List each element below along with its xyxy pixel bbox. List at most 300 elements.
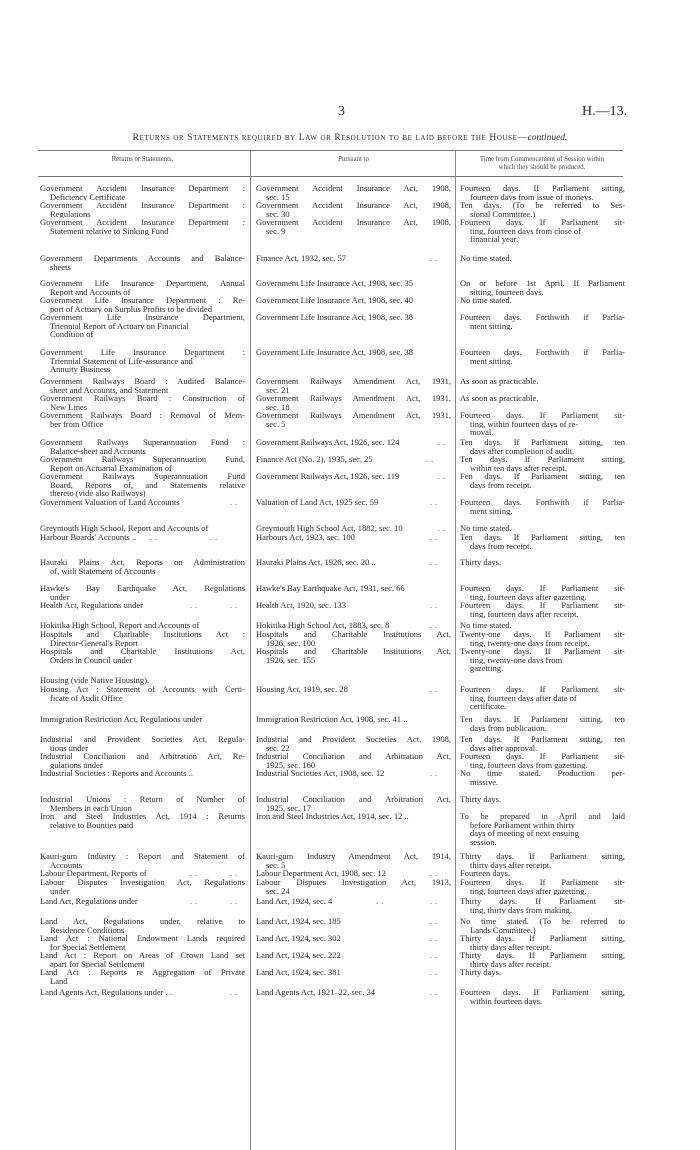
cell-line: No time stated.	[460, 621, 512, 630]
cell-line: Hospitals and Charitable Institutions Act :	[40, 630, 245, 639]
returns-cell	[40, 951, 245, 968]
time-cell	[460, 630, 625, 647]
leader-dots: ..	[190, 896, 201, 906]
returns-cell	[40, 348, 245, 374]
leader-dots: ..	[430, 933, 441, 943]
pursuant-cell	[256, 279, 451, 288]
cell-line: sec. 5	[266, 860, 286, 869]
cell-line: Government Railways Board : Audited Balance-	[40, 377, 245, 386]
cell-line: ment sitting.	[470, 321, 513, 330]
pursuant-cell	[256, 869, 451, 878]
cell-line: 1926, sec. 155	[266, 655, 316, 664]
cell-line: Land Act : Report on Areas of Crown Land set	[40, 951, 245, 960]
cell-line: Fourteen days. If Parliament sit-	[460, 218, 625, 227]
leader-dots: ..	[438, 437, 449, 447]
cell-line: sec. 24	[266, 886, 290, 895]
cell-line: ting, fourteen days after date of	[470, 693, 577, 702]
cell-line: Fourteen days. Forthwith if Parlia-	[460, 348, 625, 357]
cell-line: Hauraki Plains Act, Reports on Administration	[40, 558, 245, 567]
column-header-time-line: which they should be produced.	[498, 164, 586, 171]
cell-line: Kauri-gum Industry Amendment Act, 1914,	[256, 852, 451, 861]
cell-line: Members in each Union	[50, 803, 132, 812]
time-cell	[460, 769, 625, 786]
cell-line: ficate of Audit Office	[50, 693, 123, 702]
returns-cell	[40, 934, 245, 951]
cell-line: No time stated. Production per-	[460, 769, 625, 778]
cell-line: No time stated.	[460, 296, 512, 305]
cell-line: Condition of	[50, 330, 94, 339]
leader-dots: ..	[430, 896, 441, 906]
cell-line: Industrial Unions : Return of Number of	[40, 795, 245, 804]
cell-line: Harbour Boards' Accounts ..	[40, 533, 137, 542]
cell-line: sec. 15	[266, 192, 290, 201]
cell-line: Ten days. If Parliament sitting,	[460, 455, 625, 464]
time-cell	[460, 533, 625, 550]
pursuant-cell	[256, 715, 451, 724]
cell-line: within fourteen days.	[470, 996, 542, 1005]
cell-line: Finance Act (No. 2), 1935, sec. 25	[256, 455, 373, 464]
time-cell	[460, 279, 625, 296]
cell-line: Land Act, 1924, sec. 185	[256, 917, 341, 926]
cell-line: Government Accident Insurance Act, 1908,	[256, 201, 451, 210]
cell-line: Government Valuation of Land Accounts	[40, 498, 180, 507]
returns-cell	[40, 735, 245, 752]
leader-dots: ..	[430, 868, 441, 878]
cell-line: Fourteen days. If Parliament sit-	[460, 601, 625, 610]
cell-line: Industrial Conciliation and Arbitration Act,	[256, 795, 451, 804]
time-cell	[460, 184, 625, 201]
pursuant-cell	[256, 685, 451, 694]
pursuant-cell	[256, 647, 451, 664]
title-continued: continued.	[527, 133, 568, 143]
cell-line: sitting, fourteen days.	[470, 287, 544, 296]
time-cell	[460, 735, 625, 752]
leader-dots: ..	[438, 523, 449, 533]
leader-dots: ..	[430, 684, 441, 694]
returns-cell	[40, 812, 245, 829]
time-cell	[460, 524, 625, 533]
cell-line: thirty days after receipt.	[470, 860, 552, 869]
cell-line: tions under	[50, 743, 89, 752]
returns-cell	[40, 218, 245, 235]
pursuant-cell	[256, 917, 451, 926]
leader-dots: ..	[230, 987, 241, 997]
leader-dots: ..	[230, 497, 241, 507]
leader-dots: ..	[190, 600, 201, 610]
cell-line: As soon as practicable.	[460, 394, 539, 403]
time-cell	[460, 498, 625, 515]
returns-cell	[40, 498, 245, 507]
cell-line: ting, twenty-one days from receipt.	[470, 638, 590, 647]
cell-line: Government Railways Amendment Act, 1931,	[256, 411, 451, 420]
time-cell	[460, 934, 625, 951]
cell-line: 1925, sec. 17	[266, 803, 311, 812]
pursuant-cell	[256, 296, 451, 305]
returns-cell	[40, 685, 245, 702]
cell-line: Government Life Insurance Act, 1908, sec. 35	[256, 279, 413, 288]
cell-line: Annuity Business	[50, 365, 111, 374]
returns-cell	[40, 558, 245, 575]
cell-line: Twenty-one days. If Parliament sit-	[460, 630, 625, 639]
pursuant-cell	[256, 630, 451, 647]
cell-line: apart for Special Settlement	[50, 959, 145, 968]
cell-line: Hokitika High School, Report and Accounts of	[40, 621, 200, 630]
cell-line: missive.	[470, 777, 499, 786]
leader-dots: ..	[190, 868, 201, 878]
returns-cell	[40, 411, 245, 428]
cell-line: Government Railways Board : Construction of	[40, 394, 245, 403]
returns-cell	[40, 715, 245, 724]
cell-line: ting, fourteen days from gazetting.	[470, 760, 588, 769]
cell-line: ber from Office	[50, 419, 104, 428]
cell-line: sheets	[50, 262, 71, 271]
leader-dots: ..	[230, 600, 241, 610]
cell-line: Hospitals and Charitable Institutions Act,	[256, 630, 451, 639]
returns-cell	[40, 988, 245, 997]
returns-cell	[40, 878, 245, 895]
time-cell	[460, 878, 625, 895]
cell-line: before Parliament within thirty	[470, 820, 576, 829]
cell-line: Land Act, 1924, sec. 302	[256, 934, 341, 943]
time-cell	[460, 313, 625, 330]
pursuant-cell	[256, 558, 451, 567]
cell-line: Government Railways Superannuation Fund,	[40, 455, 245, 464]
pursuant-cell	[256, 735, 451, 752]
cell-line: Triennial Report of Actuary on Financial	[50, 321, 189, 330]
returns-cell	[40, 647, 245, 664]
cell-line: Hospitals and Charitable Institutions Act,	[256, 647, 451, 656]
cell-line: Fourteen days. If Parliament sitting,	[460, 184, 625, 193]
leader-dots: ..	[430, 950, 441, 960]
cell-line: financial year.	[470, 235, 519, 244]
cell-line: As soon as practicable.	[460, 377, 539, 386]
pursuant-cell	[256, 394, 451, 411]
table-top-rule	[38, 150, 623, 151]
cell-line: Government Railways Superannuation Fund :	[40, 438, 245, 447]
pursuant-cell	[256, 795, 451, 812]
cell-line: gazetting.	[470, 664, 504, 673]
leader-dots: ..	[210, 532, 221, 542]
page-title	[0, 133, 700, 143]
cell-line: relative to Bounties paid	[50, 820, 134, 829]
cell-line: of, with Statement of Accounts	[50, 566, 156, 575]
cell-line: Thirty days. If Parliament sitting,	[460, 934, 625, 943]
leader-dots: ..	[150, 532, 161, 542]
leader-dots: ..	[438, 471, 449, 481]
cell-line: thereto (vide also Railways)	[50, 489, 146, 498]
cell-line: moval.	[470, 428, 494, 437]
cell-line: Land Act : National Endowment Lands required	[40, 934, 245, 943]
cell-line: Housing Act : Statement of Accounts with Certi-	[40, 685, 245, 694]
time-cell	[460, 897, 625, 914]
returns-cell	[40, 621, 245, 630]
cell-line: Immigration Restriction Act, Regulations under	[40, 715, 203, 724]
cell-line: Land Act, Regulations under	[40, 897, 138, 906]
cell-line: Government Life Insurance Department :	[40, 348, 245, 357]
leader-dots: ..	[430, 967, 441, 977]
cell-line: Government Life Insurance Department : Re-	[40, 296, 245, 305]
cell-line: Harbours Act, 1923, sec. 100	[256, 533, 355, 542]
leader-dots: ..	[230, 896, 241, 906]
column-divider-1	[250, 150, 251, 1150]
returns-cell	[40, 769, 245, 778]
cell-line: Immigration Restriction Act, 1908, sec. 41 ..	[256, 715, 408, 724]
cell-line: Hawke's Bay Earthquake Act, Regulations	[40, 584, 245, 593]
cell-line: sheet and Accounts, and Statement	[50, 385, 169, 394]
time-cell	[460, 472, 625, 489]
document-reference: H.—13.	[582, 104, 628, 119]
cell-line: session.	[470, 837, 497, 846]
cell-line: under	[50, 592, 70, 601]
column-header-time	[458, 156, 626, 172]
cell-line: Deficiency Certificate	[50, 192, 126, 201]
cell-line: sec. 5	[266, 419, 286, 428]
cell-line: ment sitting.	[470, 506, 513, 515]
cell-line: Fourteen days. If Parliament sit-	[460, 584, 625, 593]
cell-line: Labour Department Act, 1908, sec. 12	[256, 869, 386, 878]
column-header-time-line: Time from Commencement of Session within	[479, 156, 605, 163]
leader-dots: ..	[430, 253, 441, 263]
time-cell	[460, 795, 625, 804]
cell-line: Government Accident Insurance Act, 1908,	[256, 218, 451, 227]
header-bottom-rule	[38, 176, 623, 177]
cell-line: No time stated.	[460, 524, 512, 533]
cell-line: certificate.	[470, 702, 507, 711]
returns-cell	[40, 184, 245, 201]
cell-line: Government Railways Amendment Act, 1931,	[256, 377, 451, 386]
cell-line: Land Act, 1924, sec. 222	[256, 951, 341, 960]
cell-line: Twenty-one days. If Parliament sit-	[460, 647, 625, 656]
title-main: Returns or Statements required by Law or Resolution to be laid before the House—	[132, 133, 528, 143]
returns-cell	[40, 313, 245, 339]
cell-line: days from receipt.	[470, 541, 532, 550]
time-cell	[460, 685, 625, 711]
cell-line: Greymouth High School, Report and Accounts of	[40, 524, 209, 533]
cell-line: sional Committee.)	[470, 209, 536, 218]
cell-line: within ten days after receipt.	[470, 463, 568, 472]
cell-line: Report on Actuarial Examination of	[50, 463, 172, 472]
cell-line: Thirty days.	[460, 795, 502, 804]
pursuant-cell	[256, 769, 451, 778]
returns-cell	[40, 455, 245, 472]
cell-line: Government Life Insurance Act, 1908, sec. 38	[256, 313, 413, 322]
cell-line: Land Agents Act, 1921–22, sec. 34	[256, 988, 375, 997]
cell-line: Hokitika High School Act, 1883, sec. 8	[256, 621, 390, 630]
cell-line: ting, thirty days from making.	[470, 905, 572, 914]
cell-line: Statement relative to Sinking Fund	[50, 226, 169, 235]
time-cell	[460, 218, 625, 244]
time-cell	[460, 394, 625, 403]
returns-cell	[40, 752, 245, 769]
cell-line: Director-General's Report	[50, 638, 138, 647]
column-header-pursuant: Pursuant to	[338, 156, 369, 163]
cell-line: Government Life Insurance Act, 1908, sec. 40	[256, 296, 413, 305]
returns-cell	[40, 795, 245, 812]
cell-line: ting, fourteen days after receipt.	[470, 609, 579, 618]
cell-line: Board, Reports of, and Statements relative	[50, 480, 245, 489]
leader-dots: ..	[430, 768, 441, 778]
cell-line: sec. 22	[266, 743, 290, 752]
cell-line: days of meeting of next ensuing	[470, 829, 579, 838]
cell-line: sec. 9	[266, 226, 286, 235]
cell-line: Ten days. If Parliament sitting, ten	[460, 438, 625, 447]
time-cell	[460, 296, 625, 305]
cell-line: Greymouth High School Act, 1882, sec. 10	[256, 524, 403, 533]
returns-cell	[40, 852, 245, 869]
cell-line: ting, fourteen days from close of	[470, 226, 581, 235]
cell-line: Fourteen days.	[460, 869, 511, 878]
returns-cell	[40, 201, 245, 218]
cell-line: Industrial and Provident Societies Act, 1908,	[256, 735, 451, 744]
cell-line: Government Railways Act, 1926, sec. 119	[256, 472, 400, 481]
cell-line: Government Accident Insurance Department :	[40, 184, 245, 193]
cell-line: ting, twenty-one days from	[470, 655, 563, 664]
cell-line: Land Act : Reports re Aggregation of Private	[40, 968, 245, 977]
leader-dots: ..	[430, 497, 441, 507]
cell-line: 1926, sec. 100	[266, 638, 316, 647]
leader-dots: ..	[430, 532, 441, 542]
time-cell	[460, 917, 625, 934]
pursuant-cell	[256, 218, 451, 235]
cell-line: sec. 18	[266, 402, 290, 411]
cell-line: Triennial Statement of Life-assurance and	[50, 356, 193, 365]
cell-line: Government Departments Accounts and Balance-	[40, 254, 245, 263]
cell-line: Government Life Insurance Act, 1908, sec. 38	[256, 348, 413, 357]
time-cell	[460, 254, 625, 263]
time-cell	[460, 411, 625, 437]
cell-line: Health Act, 1920, sec. 133	[256, 601, 346, 610]
time-cell	[460, 348, 625, 365]
cell-line: Ten days. If Parliament sitting, ten	[460, 533, 625, 542]
time-cell	[460, 715, 625, 732]
pursuant-cell	[256, 621, 451, 630]
cell-line: Thirty days.	[460, 968, 502, 977]
cell-line: Thirty days.	[460, 558, 502, 567]
cell-line: Government Railways Act, 1926, sec. 124	[256, 438, 400, 447]
cell-line: Thirty days. If Parliament sit-	[460, 897, 625, 906]
cell-line: Accounts	[50, 860, 83, 869]
pursuant-cell	[256, 812, 451, 821]
pursuant-cell	[256, 852, 451, 869]
cell-line: Lands Committee.)	[470, 925, 536, 934]
cell-line: Fourteen days. If Parliament sit-	[460, 752, 625, 761]
pursuant-cell	[256, 951, 451, 960]
cell-line: Valuation of Land Act, 1925 sec. 59	[256, 498, 379, 507]
pursuant-cell	[256, 254, 451, 263]
cell-line: days after approval.	[470, 743, 538, 752]
time-cell	[460, 752, 625, 769]
time-cell	[460, 988, 625, 1005]
cell-line: Housing Act, 1919, sec. 28	[256, 685, 348, 694]
pursuant-cell	[256, 201, 451, 218]
cell-line: Finance Act, 1932, sec. 57	[256, 254, 346, 263]
time-cell	[460, 869, 625, 878]
pursuant-cell	[256, 878, 451, 895]
pursuant-cell	[256, 968, 451, 977]
cell-line: Hospitals and Charitable Institutions Act,	[40, 647, 245, 656]
returns-cell	[40, 279, 245, 296]
pursuant-cell	[256, 524, 451, 533]
cell-line: thirty days after receipt.	[470, 942, 552, 951]
cell-line: Fourteen days. If Parliament sit-	[460, 411, 625, 420]
cell-line: days after completion of audit.	[470, 446, 575, 455]
cell-line: Thirty days. If Parliament sitting,	[460, 852, 625, 861]
cell-line: Industrial Conciliation and Arbitration Act,	[256, 752, 451, 761]
cell-line: 1925, sec. 160	[266, 760, 316, 769]
leader-dots: ..	[376, 896, 387, 906]
time-cell	[460, 201, 625, 218]
cell-line: Ten days. If Parliament sitting, ten	[460, 735, 625, 744]
pursuant-cell	[256, 584, 451, 593]
cell-line: On or before 1st April. If Parliament	[460, 279, 625, 288]
pursuant-cell	[256, 411, 451, 428]
pursuant-cell	[256, 601, 451, 610]
cell-line: under	[50, 886, 70, 895]
returns-cell	[40, 869, 245, 878]
page-number: 3	[338, 104, 345, 119]
leader-dots: ..	[426, 454, 437, 464]
pursuant-cell	[256, 313, 451, 322]
cell-line: Thirty days. If Parliament sitting,	[460, 951, 625, 960]
cell-line: Fourteen days. Forthwith if Parlia-	[460, 313, 625, 322]
pursuant-cell	[256, 472, 451, 481]
cell-line: Orders in Council under	[50, 655, 133, 664]
cell-line: Fourteen days. If Parliament sitting,	[460, 988, 625, 997]
returns-cell	[40, 601, 245, 610]
leader-dots: ..	[430, 987, 441, 997]
column-divider-2	[455, 150, 456, 1150]
cell-line: Government Railways Board : Removal of Mem-	[40, 411, 245, 420]
cell-line: Ten days. If Parliament sitting, ten	[460, 715, 625, 724]
cell-line: Government Accident Insurance Department :	[40, 201, 245, 210]
cell-line: Ten days. (To be referred to Ses-	[460, 201, 625, 210]
cell-line: Labour Disputes Investigation Act, 1913,	[256, 878, 451, 887]
cell-line: sec. 30	[266, 209, 290, 218]
pursuant-cell	[256, 377, 451, 394]
returns-cell	[40, 377, 245, 394]
cell-line: Hawke's Bay Earthquake Act, 1931, sec. 66	[256, 584, 405, 593]
leader-dots: ..	[430, 916, 441, 926]
cell-line: Government Accident Insurance Department :	[40, 218, 245, 227]
time-cell	[460, 647, 625, 673]
cell-line: thirty days after receipt.	[470, 959, 552, 968]
cell-line: Land Act, 1924, sec. 381	[256, 968, 341, 977]
cell-line: Regulations	[50, 209, 91, 218]
cell-line: ment sitting.	[470, 356, 513, 365]
time-cell	[460, 455, 625, 472]
cell-line: port of Actuary on Surplus Profits to be divided	[50, 304, 212, 313]
returns-cell	[40, 438, 245, 455]
cell-line: Industrial Societies : Reports and Accounts ..	[40, 769, 193, 778]
pursuant-cell	[256, 184, 451, 201]
leader-dots: ..	[430, 557, 441, 567]
returns-cell	[40, 897, 245, 906]
cell-line: Fourteen days. If Parliament sit-	[460, 878, 625, 887]
cell-line: Fourteen days. Forthwith if Parlia-	[460, 498, 625, 507]
cell-line: ting, fourteen days after gazetting.	[470, 592, 587, 601]
cell-line: Government Railways Amendment Act, 1931,	[256, 394, 451, 403]
cell-line: Iron and Steel Industries Act, 1914, sec. 12 ..	[256, 812, 409, 821]
leader-dots: ..	[430, 600, 441, 610]
returns-cell	[40, 630, 245, 647]
cell-line: No time stated. (To be referred to	[460, 917, 625, 926]
cell-line: Balance-sheet and Accounts	[50, 446, 146, 455]
cell-line: Labour Disputes Investigation Act, Regulations	[40, 878, 245, 887]
cell-line: Kauri-gum Industry : Report and Statement of	[40, 852, 245, 861]
cell-line: gulations under	[50, 760, 103, 769]
cell-line: Industrial Conciliation and Arbitration Act, Re-	[40, 752, 245, 761]
pursuant-cell	[256, 533, 451, 542]
